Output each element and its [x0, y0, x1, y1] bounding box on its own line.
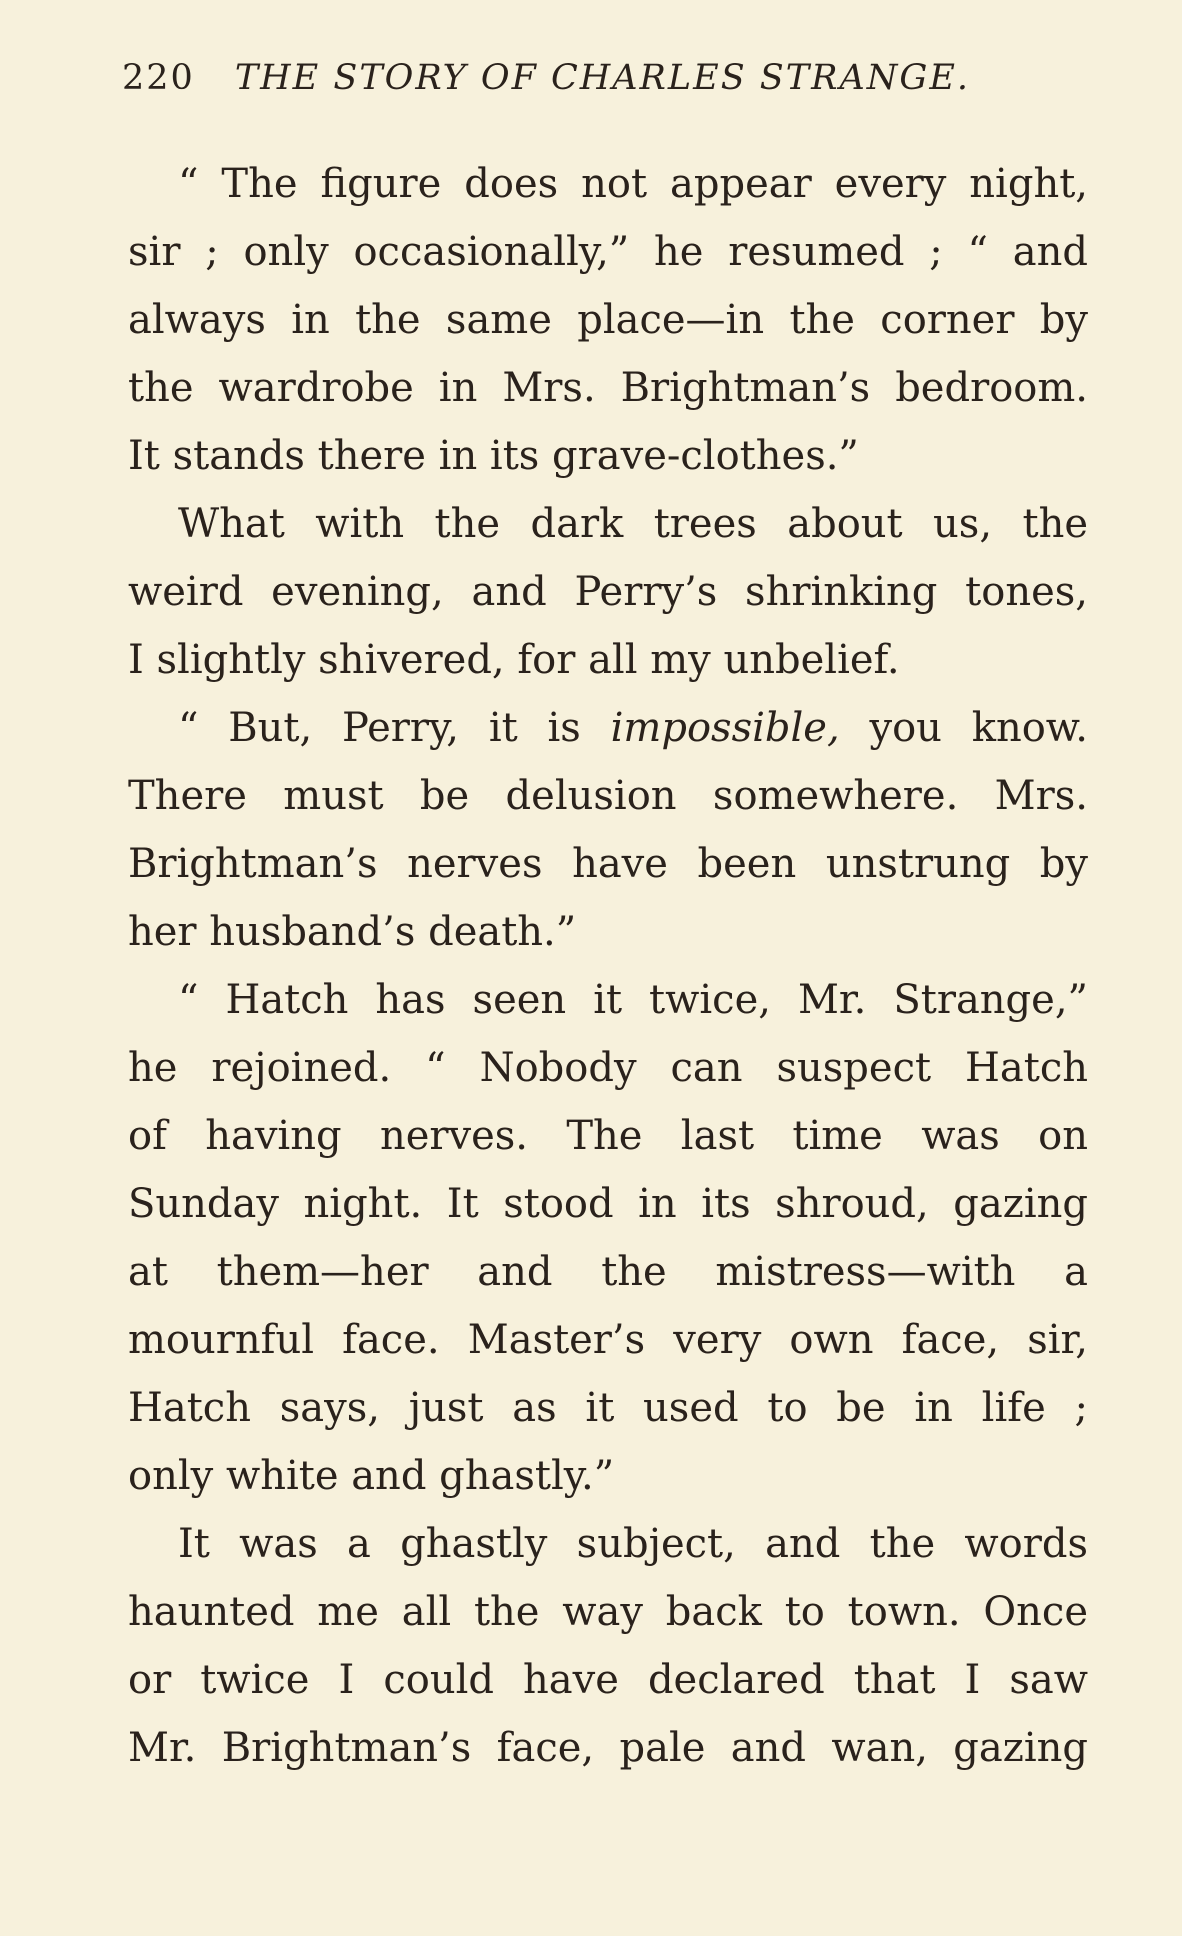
text-line: “ The figure does not appear every night, [178, 161, 1088, 207]
text-line: Sunday night. It stood in its shroud, gazing [128, 1181, 1088, 1227]
running-title: THE STORY OF CHARLES STRANGE. [234, 58, 971, 98]
text-segment: you know. [839, 705, 1089, 751]
text-line: What with the dark trees about us, the [178, 501, 1088, 547]
page-number: 220 [122, 58, 195, 98]
text-line: of having nerves. The last time was on [128, 1113, 1088, 1159]
text-line: haunted me all the way back to town. Once [128, 1589, 1088, 1635]
text-line: mournful face. Master’s very own face, sir, [128, 1317, 1088, 1363]
text-line: Brightman’s nerves have been unstrung by [128, 841, 1088, 887]
text-line: Mr. Brightman’s face, pale and wan, gazing [128, 1725, 1088, 1771]
page-header [122, 58, 970, 98]
text-line: or twice I could have declared that I saw [128, 1657, 1088, 1703]
text-line: at them—her and the mistress—with a [128, 1249, 1088, 1295]
text-line: only white and ghastly.” [128, 1453, 615, 1499]
text-line: There must be delusion somewhere. Mrs. [128, 773, 1088, 819]
text-segment: “ But, Perry, it is [178, 705, 611, 751]
text-line: I slightly shivered, for all my unbelief. [128, 637, 900, 683]
text-line: always in the same place—in the corner by [128, 297, 1088, 343]
text-line: sir ; only occasionally,” he resumed ; “ and [128, 229, 1088, 275]
italic-word: impossible, [610, 705, 840, 751]
text-line: weird evening, and Perry’s shrinking tones, [128, 569, 1088, 615]
text-line: “ Hatch has seen it twice, Mr. Strange,” [178, 977, 1088, 1023]
text-line: he rejoined. “ Nobody can suspect Hatch [128, 1045, 1088, 1091]
text-line: the wardrobe in Mrs. Brightman’s bedroom. [128, 365, 1088, 411]
text-line: It was a ghastly subject, and the words [178, 1521, 1088, 1567]
text-line [128, 694, 1088, 762]
text-line: her husband’s death.” [128, 909, 577, 955]
text-line: It stands there in its grave-clothes.” [128, 433, 859, 479]
text-line: Hatch says, just as it used to be in life ; [128, 1385, 1088, 1431]
body-text [128, 150, 1088, 1782]
